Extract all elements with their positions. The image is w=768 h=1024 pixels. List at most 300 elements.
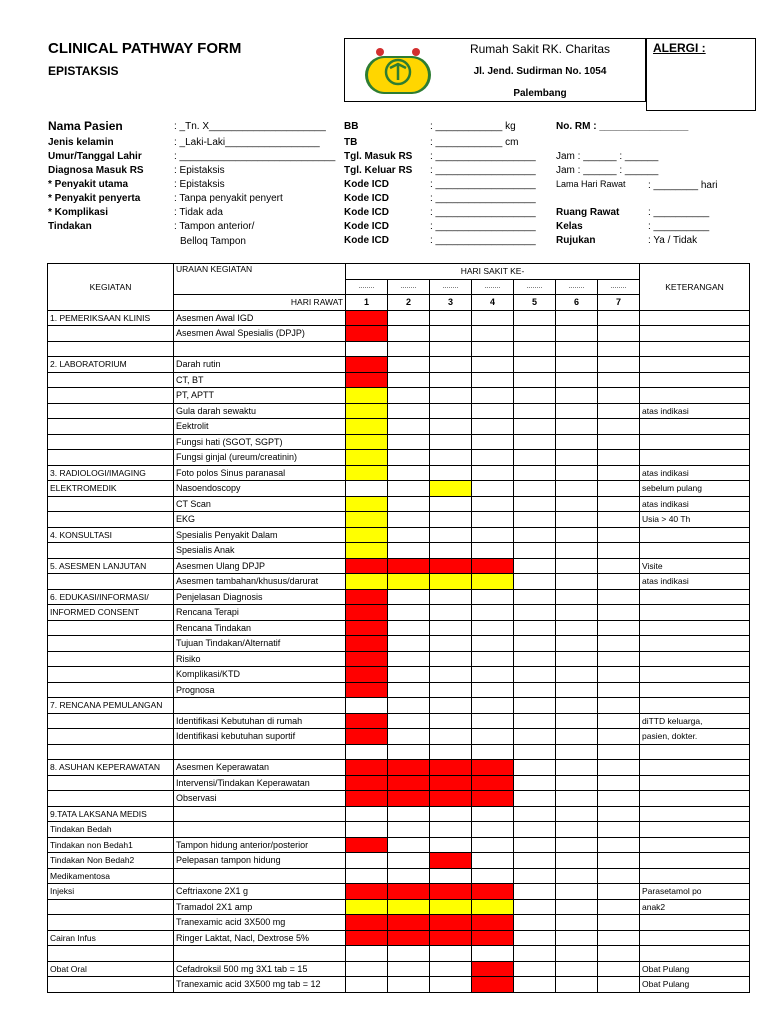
day-cell[interactable] [430, 946, 472, 962]
allergy-box[interactable] [646, 38, 756, 111]
day-cell[interactable] [430, 775, 472, 791]
day-cell[interactable] [472, 977, 514, 993]
day-cell[interactable] [472, 465, 514, 481]
patient-value[interactable]: : Ya / Tidak [648, 235, 698, 246]
day-cell[interactable] [514, 729, 556, 745]
day-cell[interactable] [346, 791, 388, 807]
patient-value[interactable]: Belloq Tampon [180, 236, 246, 247]
day-cell[interactable] [430, 465, 472, 481]
day-cell[interactable] [598, 310, 640, 326]
patient-value[interactable]: : Tampon anterior/ [174, 221, 255, 232]
day-cell[interactable] [388, 620, 430, 636]
day-cell[interactable] [346, 574, 388, 590]
day-cell[interactable] [472, 822, 514, 838]
day-cell[interactable] [514, 465, 556, 481]
day-cell[interactable] [472, 419, 514, 435]
day-cell[interactable] [388, 651, 430, 667]
day-cell[interactable] [472, 341, 514, 357]
day-cell[interactable] [472, 961, 514, 977]
day-cell[interactable] [598, 558, 640, 574]
day-cell[interactable] [514, 775, 556, 791]
day-cell[interactable] [556, 713, 598, 729]
day-cell[interactable] [346, 341, 388, 357]
day-cell[interactable] [598, 899, 640, 915]
day-cell[interactable] [472, 744, 514, 760]
day-cell[interactable] [388, 729, 430, 745]
day-cell[interactable] [472, 713, 514, 729]
day-cell[interactable] [472, 760, 514, 776]
patient-label[interactable]: Jam : ______ : ______ [556, 165, 659, 176]
day-cell[interactable] [514, 791, 556, 807]
day-cell[interactable] [472, 527, 514, 543]
day-cell[interactable] [346, 822, 388, 838]
day-cell[interactable] [430, 481, 472, 497]
day-cell[interactable] [346, 977, 388, 993]
day-cell[interactable] [556, 512, 598, 528]
day-cell[interactable] [556, 450, 598, 466]
day-cell[interactable] [388, 899, 430, 915]
day-cell[interactable] [598, 543, 640, 559]
day-cell[interactable] [556, 853, 598, 869]
day-cell[interactable] [556, 946, 598, 962]
day-cell[interactable] [388, 713, 430, 729]
patient-value[interactable]: : Epistaksis [174, 179, 225, 190]
day-cell[interactable] [514, 496, 556, 512]
date-field[interactable]: ........ [388, 279, 430, 295]
day-cell[interactable] [430, 543, 472, 559]
day-cell[interactable] [472, 372, 514, 388]
day-cell[interactable] [556, 620, 598, 636]
day-cell[interactable] [556, 558, 598, 574]
day-cell[interactable] [556, 481, 598, 497]
day-cell[interactable] [472, 899, 514, 915]
date-field[interactable]: ........ [598, 279, 640, 295]
day-cell[interactable] [514, 961, 556, 977]
day-cell[interactable] [430, 760, 472, 776]
day-cell[interactable] [346, 527, 388, 543]
day-cell[interactable] [346, 512, 388, 528]
day-cell[interactable] [598, 868, 640, 884]
day-cell[interactable] [388, 558, 430, 574]
day-cell[interactable] [472, 698, 514, 714]
day-cell[interactable] [430, 388, 472, 404]
day-cell[interactable] [598, 667, 640, 683]
day-cell[interactable] [430, 791, 472, 807]
day-cell[interactable] [430, 636, 472, 652]
day-cell[interactable] [514, 946, 556, 962]
day-cell[interactable] [430, 326, 472, 342]
date-field[interactable]: ........ [472, 279, 514, 295]
day-cell[interactable] [472, 310, 514, 326]
day-cell[interactable] [598, 760, 640, 776]
day-cell[interactable] [556, 775, 598, 791]
day-cell[interactable] [472, 388, 514, 404]
day-cell[interactable] [472, 403, 514, 419]
day-cell[interactable] [556, 496, 598, 512]
day-cell[interactable] [514, 589, 556, 605]
day-cell[interactable] [472, 636, 514, 652]
day-cell[interactable] [514, 527, 556, 543]
day-cell[interactable] [598, 977, 640, 993]
day-cell[interactable] [388, 977, 430, 993]
day-cell[interactable] [472, 915, 514, 931]
day-cell[interactable] [388, 574, 430, 590]
day-cell[interactable] [514, 357, 556, 373]
day-cell[interactable] [346, 698, 388, 714]
day-cell[interactable] [346, 372, 388, 388]
day-cell[interactable] [472, 605, 514, 621]
day-cell[interactable] [514, 806, 556, 822]
day-cell[interactable] [514, 372, 556, 388]
day-cell[interactable] [346, 403, 388, 419]
patient-label[interactable]: Jam : ______ : ______ [556, 151, 659, 162]
day-cell[interactable] [388, 450, 430, 466]
day-cell[interactable] [514, 930, 556, 946]
day-cell[interactable] [346, 729, 388, 745]
day-cell[interactable] [514, 744, 556, 760]
day-cell[interactable] [514, 310, 556, 326]
day-cell[interactable] [430, 341, 472, 357]
day-cell[interactable] [598, 388, 640, 404]
day-cell[interactable] [430, 682, 472, 698]
day-cell[interactable] [598, 713, 640, 729]
day-cell[interactable] [388, 930, 430, 946]
day-cell[interactable] [430, 496, 472, 512]
day-cell[interactable] [598, 326, 640, 342]
day-cell[interactable] [430, 651, 472, 667]
day-cell[interactable] [430, 977, 472, 993]
day-cell[interactable] [556, 419, 598, 435]
day-cell[interactable] [472, 543, 514, 559]
day-cell[interactable] [598, 775, 640, 791]
day-cell[interactable] [598, 822, 640, 838]
day-cell[interactable] [388, 961, 430, 977]
day-cell[interactable] [472, 651, 514, 667]
day-cell[interactable] [598, 651, 640, 667]
day-cell[interactable] [430, 419, 472, 435]
day-cell[interactable] [556, 930, 598, 946]
day-cell[interactable] [514, 403, 556, 419]
day-cell[interactable] [346, 465, 388, 481]
day-cell[interactable] [472, 930, 514, 946]
date-field[interactable]: ........ [556, 279, 598, 295]
day-cell[interactable] [388, 744, 430, 760]
day-cell[interactable] [556, 884, 598, 900]
day-cell[interactable] [514, 760, 556, 776]
day-cell[interactable] [514, 605, 556, 621]
day-cell[interactable] [430, 434, 472, 450]
day-cell[interactable] [346, 775, 388, 791]
day-cell[interactable] [430, 806, 472, 822]
day-cell[interactable] [346, 589, 388, 605]
day-cell[interactable] [430, 713, 472, 729]
day-cell[interactable] [556, 682, 598, 698]
day-cell[interactable] [388, 403, 430, 419]
day-cell[interactable] [598, 636, 640, 652]
patient-value[interactable]: : Tidak ada [174, 207, 223, 218]
day-cell[interactable] [388, 946, 430, 962]
day-cell[interactable] [472, 868, 514, 884]
day-cell[interactable] [514, 977, 556, 993]
day-cell[interactable] [556, 357, 598, 373]
day-cell[interactable] [514, 698, 556, 714]
day-cell[interactable] [514, 450, 556, 466]
date-field[interactable]: ........ [514, 279, 556, 295]
day-cell[interactable] [430, 527, 472, 543]
day-cell[interactable] [514, 388, 556, 404]
patient-value[interactable]: : __________ [648, 221, 710, 232]
patient-value[interactable]: : __________________ [430, 151, 536, 162]
day-cell[interactable] [388, 837, 430, 853]
day-cell[interactable] [346, 806, 388, 822]
day-cell[interactable] [514, 651, 556, 667]
day-cell[interactable] [556, 605, 598, 621]
day-cell[interactable] [388, 341, 430, 357]
day-cell[interactable] [556, 310, 598, 326]
patient-value[interactable]: : ____________________________ [174, 151, 336, 162]
day-cell[interactable] [556, 915, 598, 931]
day-cell[interactable] [598, 791, 640, 807]
day-cell[interactable] [430, 698, 472, 714]
day-cell[interactable] [556, 651, 598, 667]
day-cell[interactable] [430, 930, 472, 946]
patient-value[interactable]: : _Laki-Laki_________________ [174, 137, 320, 148]
day-cell[interactable] [556, 372, 598, 388]
day-cell[interactable] [388, 481, 430, 497]
day-cell[interactable] [430, 372, 472, 388]
day-cell[interactable] [388, 667, 430, 683]
day-cell[interactable] [430, 310, 472, 326]
day-cell[interactable] [514, 713, 556, 729]
day-cell[interactable] [598, 946, 640, 962]
day-cell[interactable] [514, 636, 556, 652]
day-cell[interactable] [598, 465, 640, 481]
day-cell[interactable] [472, 806, 514, 822]
day-cell[interactable] [472, 450, 514, 466]
day-cell[interactable] [598, 512, 640, 528]
day-cell[interactable] [346, 853, 388, 869]
day-cell[interactable] [430, 744, 472, 760]
day-cell[interactable] [388, 357, 430, 373]
day-cell[interactable] [598, 930, 640, 946]
day-cell[interactable] [388, 682, 430, 698]
day-cell[interactable] [346, 713, 388, 729]
day-cell[interactable] [346, 620, 388, 636]
day-cell[interactable] [514, 667, 556, 683]
day-cell[interactable] [346, 744, 388, 760]
day-cell[interactable] [430, 884, 472, 900]
day-cell[interactable] [430, 450, 472, 466]
day-cell[interactable] [472, 512, 514, 528]
day-cell[interactable] [346, 543, 388, 559]
day-cell[interactable] [556, 698, 598, 714]
day-cell[interactable] [346, 682, 388, 698]
day-cell[interactable] [430, 574, 472, 590]
day-cell[interactable] [556, 667, 598, 683]
day-cell[interactable] [388, 698, 430, 714]
day-cell[interactable] [430, 868, 472, 884]
day-cell[interactable] [514, 853, 556, 869]
day-cell[interactable] [556, 403, 598, 419]
day-cell[interactable] [598, 620, 640, 636]
day-cell[interactable] [556, 326, 598, 342]
day-cell[interactable] [346, 481, 388, 497]
day-cell[interactable] [430, 403, 472, 419]
day-cell[interactable] [430, 667, 472, 683]
day-cell[interactable] [388, 434, 430, 450]
day-cell[interactable] [472, 667, 514, 683]
day-cell[interactable] [598, 589, 640, 605]
day-cell[interactable] [346, 558, 388, 574]
day-cell[interactable] [430, 822, 472, 838]
day-cell[interactable] [346, 837, 388, 853]
day-cell[interactable] [388, 806, 430, 822]
day-cell[interactable] [472, 326, 514, 342]
day-cell[interactable] [514, 419, 556, 435]
day-cell[interactable] [346, 419, 388, 435]
day-cell[interactable] [430, 558, 472, 574]
day-cell[interactable] [472, 481, 514, 497]
patient-value[interactable]: : _Tn. X_____________________ [174, 121, 326, 132]
patient-value[interactable]: : ________ hari [648, 180, 718, 191]
day-cell[interactable] [556, 543, 598, 559]
day-cell[interactable] [556, 527, 598, 543]
day-cell[interactable] [598, 527, 640, 543]
day-cell[interactable] [514, 620, 556, 636]
day-cell[interactable] [598, 434, 640, 450]
day-cell[interactable] [598, 450, 640, 466]
day-cell[interactable] [598, 357, 640, 373]
day-cell[interactable] [598, 419, 640, 435]
day-cell[interactable] [556, 465, 598, 481]
day-cell[interactable] [346, 326, 388, 342]
day-cell[interactable] [514, 915, 556, 931]
day-cell[interactable] [598, 605, 640, 621]
day-cell[interactable] [388, 419, 430, 435]
day-cell[interactable] [598, 698, 640, 714]
patient-value[interactable]: : __________________ [430, 193, 536, 204]
day-cell[interactable] [388, 636, 430, 652]
patient-value[interactable]: : __________________ [430, 235, 536, 246]
patient-value[interactable]: : Tanpa penyakit penyert [174, 193, 283, 204]
patient-value[interactable]: : __________________ [430, 207, 536, 218]
day-cell[interactable] [346, 388, 388, 404]
day-cell[interactable] [472, 682, 514, 698]
patient-value[interactable]: : ____________ kg [430, 121, 516, 132]
patient-value[interactable]: : Epistaksis [174, 165, 225, 176]
day-cell[interactable] [514, 899, 556, 915]
day-cell[interactable] [556, 341, 598, 357]
day-cell[interactable] [556, 636, 598, 652]
day-cell[interactable] [598, 744, 640, 760]
day-cell[interactable] [556, 729, 598, 745]
day-cell[interactable] [556, 868, 598, 884]
day-cell[interactable] [346, 651, 388, 667]
date-field[interactable]: ........ [430, 279, 472, 295]
patient-value[interactable]: : __________ [648, 207, 710, 218]
day-cell[interactable] [430, 961, 472, 977]
day-cell[interactable] [346, 667, 388, 683]
day-cell[interactable] [388, 372, 430, 388]
day-cell[interactable] [346, 605, 388, 621]
day-cell[interactable] [556, 791, 598, 807]
day-cell[interactable] [514, 682, 556, 698]
day-cell[interactable] [514, 326, 556, 342]
day-cell[interactable] [472, 558, 514, 574]
day-cell[interactable] [346, 450, 388, 466]
day-cell[interactable] [472, 837, 514, 853]
day-cell[interactable] [346, 760, 388, 776]
day-cell[interactable] [556, 806, 598, 822]
day-cell[interactable] [346, 434, 388, 450]
day-cell[interactable] [598, 341, 640, 357]
day-cell[interactable] [388, 310, 430, 326]
day-cell[interactable] [388, 543, 430, 559]
day-cell[interactable] [388, 326, 430, 342]
day-cell[interactable] [388, 915, 430, 931]
day-cell[interactable] [472, 434, 514, 450]
day-cell[interactable] [346, 915, 388, 931]
day-cell[interactable] [472, 946, 514, 962]
day-cell[interactable] [430, 605, 472, 621]
patient-value[interactable]: : __________________ [430, 179, 536, 190]
day-cell[interactable] [346, 636, 388, 652]
day-cell[interactable] [430, 729, 472, 745]
day-cell[interactable] [430, 620, 472, 636]
day-cell[interactable] [514, 574, 556, 590]
day-cell[interactable] [346, 930, 388, 946]
day-cell[interactable] [388, 868, 430, 884]
patient-value[interactable]: : __________________ [430, 165, 536, 176]
day-cell[interactable] [514, 558, 556, 574]
day-cell[interactable] [388, 605, 430, 621]
date-field[interactable]: ........ [346, 279, 388, 295]
day-cell[interactable] [346, 496, 388, 512]
day-cell[interactable] [388, 512, 430, 528]
day-cell[interactable] [598, 915, 640, 931]
day-cell[interactable] [598, 496, 640, 512]
day-cell[interactable] [430, 589, 472, 605]
day-cell[interactable] [598, 837, 640, 853]
day-cell[interactable] [598, 403, 640, 419]
day-cell[interactable] [556, 977, 598, 993]
day-cell[interactable] [556, 574, 598, 590]
day-cell[interactable] [388, 775, 430, 791]
patient-value[interactable]: : __________________ [430, 221, 536, 232]
day-cell[interactable] [346, 884, 388, 900]
day-cell[interactable] [388, 853, 430, 869]
day-cell[interactable] [556, 822, 598, 838]
day-cell[interactable] [598, 806, 640, 822]
day-cell[interactable] [514, 481, 556, 497]
day-cell[interactable] [388, 496, 430, 512]
day-cell[interactable] [472, 589, 514, 605]
day-cell[interactable] [598, 682, 640, 698]
day-cell[interactable] [472, 884, 514, 900]
day-cell[interactable] [598, 372, 640, 388]
day-cell[interactable] [388, 822, 430, 838]
day-cell[interactable] [430, 853, 472, 869]
patient-label[interactable]: No. RM : ________________ [556, 121, 689, 132]
day-cell[interactable] [472, 775, 514, 791]
day-cell[interactable] [388, 388, 430, 404]
day-cell[interactable] [598, 729, 640, 745]
day-cell[interactable] [346, 946, 388, 962]
day-cell[interactable] [388, 791, 430, 807]
day-cell[interactable] [472, 853, 514, 869]
day-cell[interactable] [598, 853, 640, 869]
day-cell[interactable] [346, 357, 388, 373]
